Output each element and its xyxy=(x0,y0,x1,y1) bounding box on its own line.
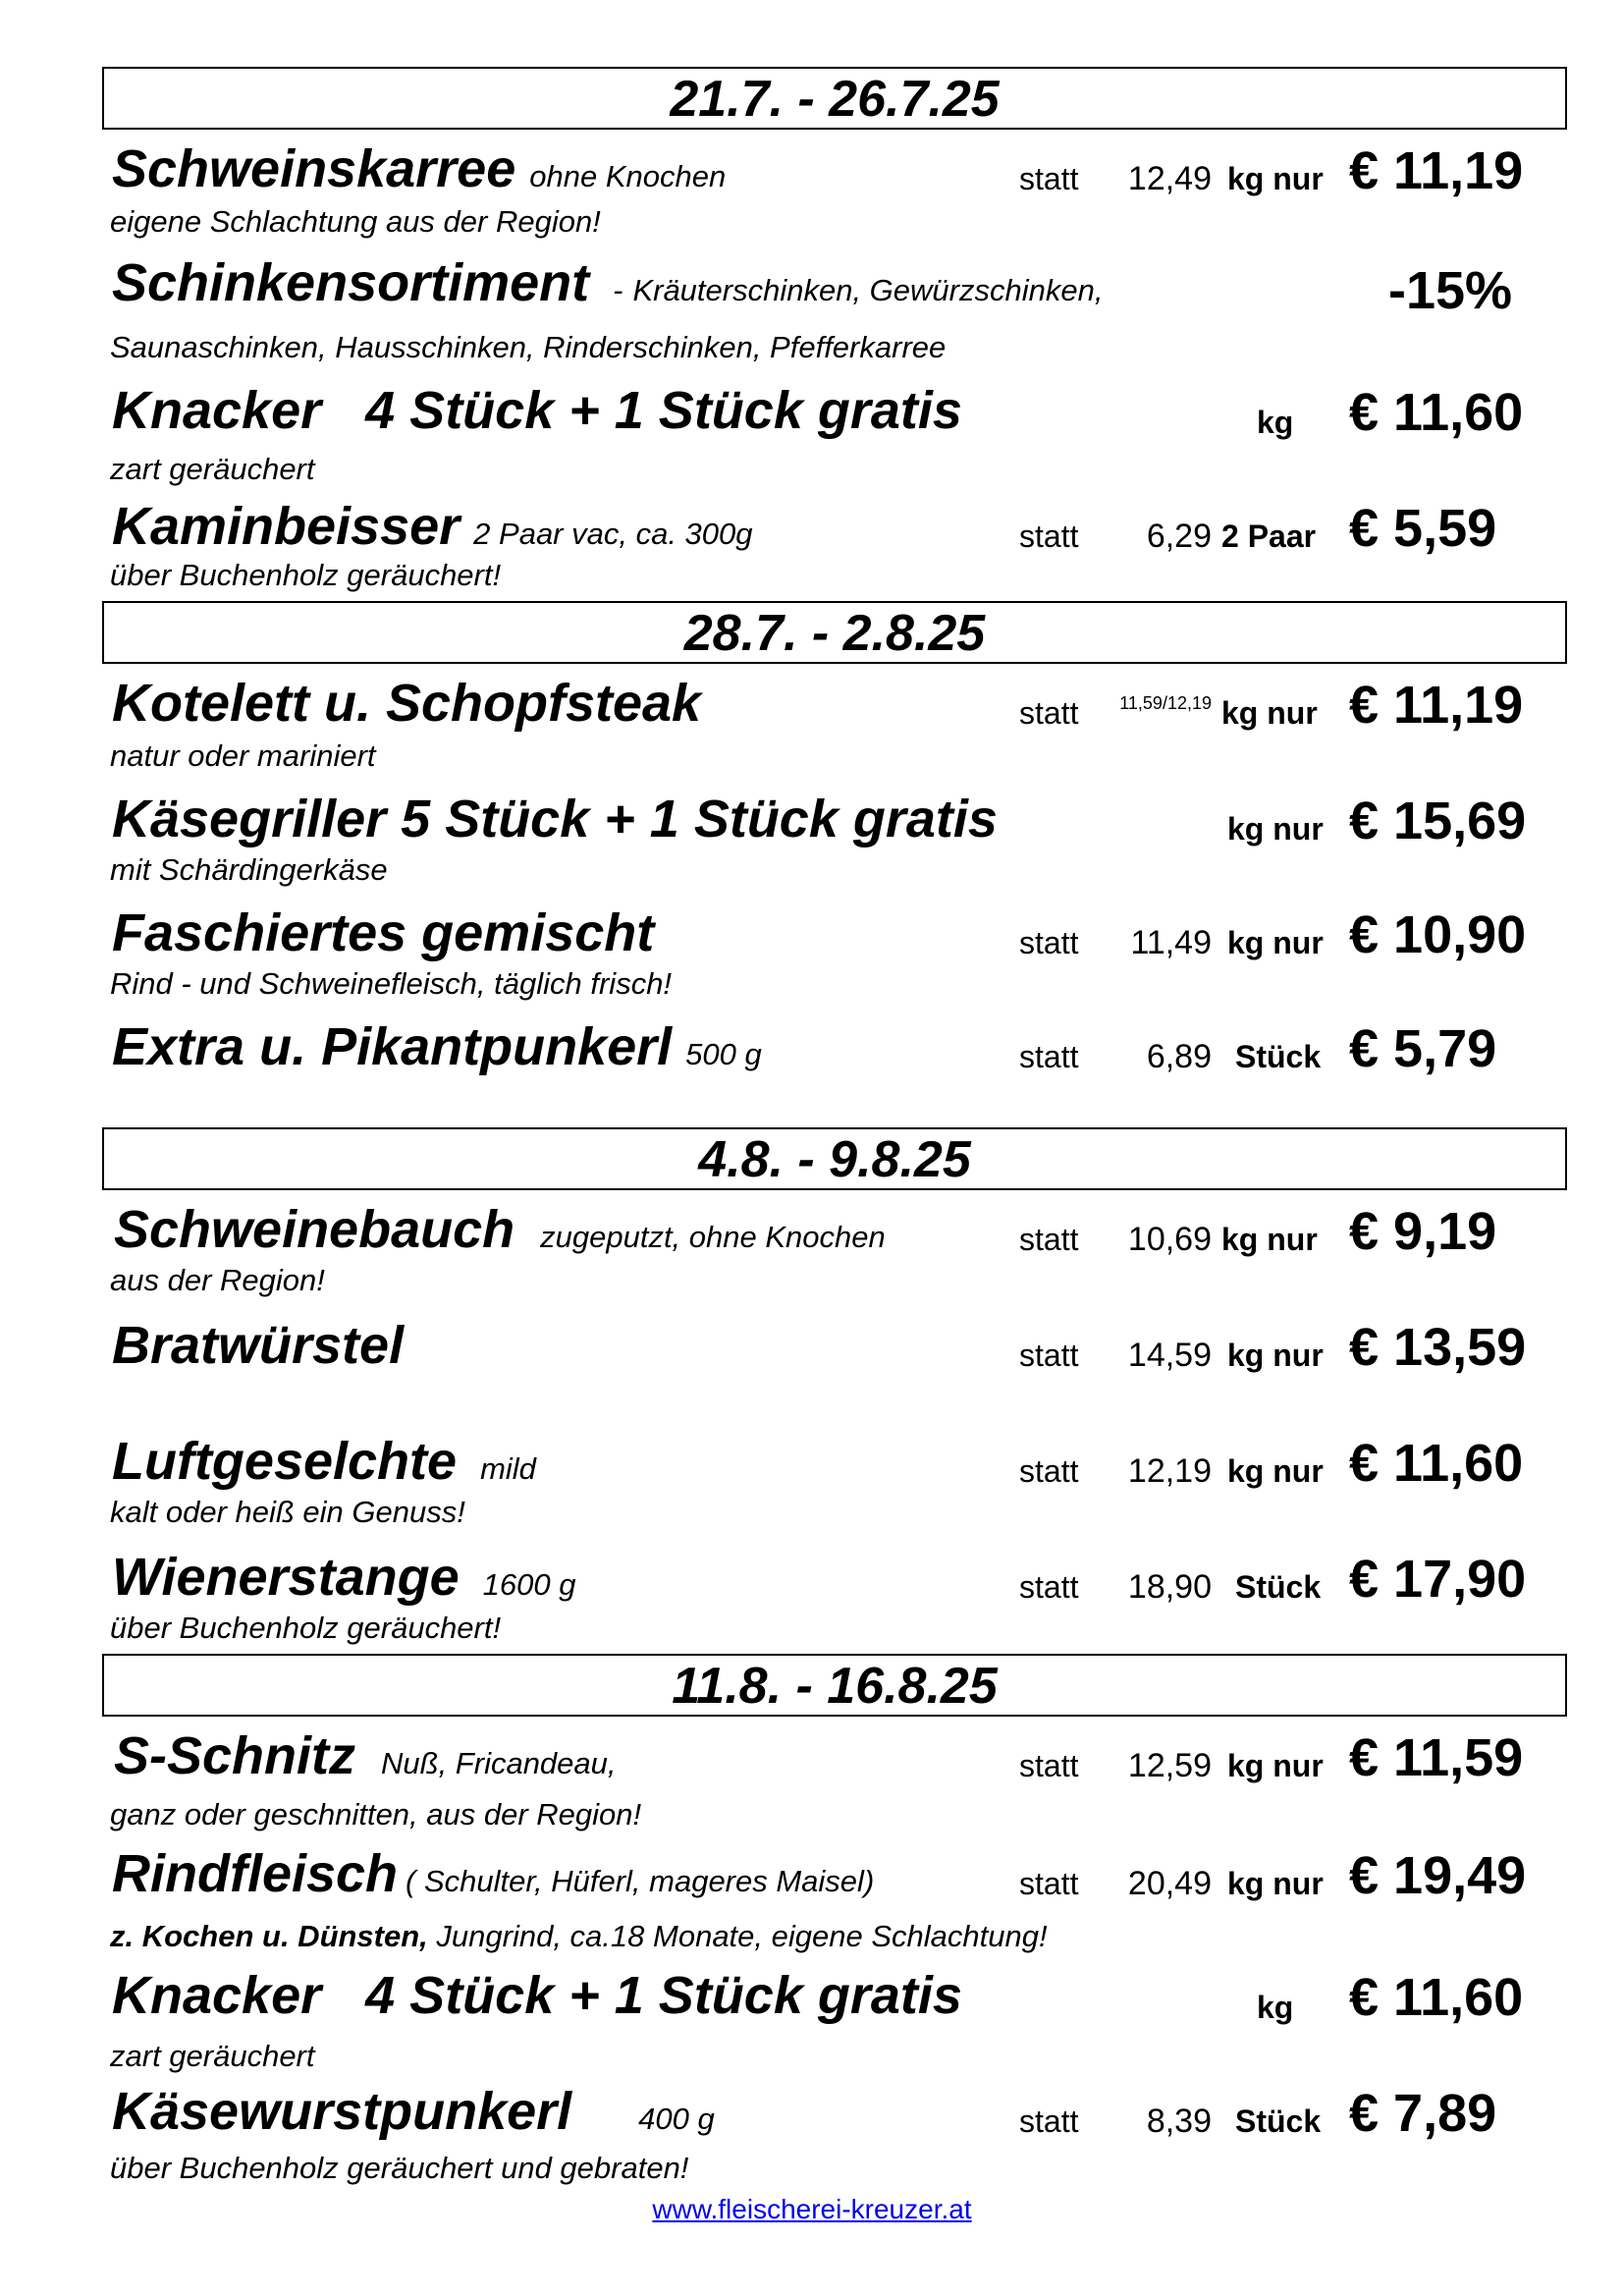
product-name: Wienerstange 1600 g xyxy=(112,1548,576,1607)
product-name: Knacker 4 Stück + 1 Stück gratis xyxy=(112,1966,962,2025)
statt-label: statt xyxy=(1019,695,1079,731)
offer-price: € 19,49 xyxy=(1349,1846,1527,1905)
offer-price: € 11,19 xyxy=(1349,141,1524,200)
offer-row xyxy=(0,1017,1624,1076)
offer-row xyxy=(0,253,1624,320)
offer-row xyxy=(0,1432,1624,1491)
product-description: über Buchenholz geräuchert! xyxy=(110,1611,502,1645)
offer-price: € 11,60 xyxy=(1349,1968,1524,2027)
offer-price: € 17,90 xyxy=(1349,1550,1527,1609)
old-price: 20,49 xyxy=(1127,1865,1212,1902)
product-name: Käsewurstpunkerl 400 g xyxy=(112,2082,715,2141)
product-extra: Kräuterschinken, Gewürzschinken, xyxy=(632,273,1104,307)
product-description: zart geräuchert xyxy=(110,452,315,486)
unit-label: kg nur xyxy=(1227,1748,1324,1783)
product-extra: zugeputzt, ohne Knochen xyxy=(540,1220,886,1254)
product-name: Extra u. Pikantpunkerl 500 g xyxy=(112,1017,762,1076)
offer-row xyxy=(0,1966,1624,2025)
offer-row xyxy=(0,1200,1624,1259)
unit-label: kg xyxy=(1257,1990,1294,2025)
statt-label: statt xyxy=(1019,1453,1079,1489)
old-price: 11,59/12,19 xyxy=(1119,693,1212,713)
old-price: 11,49 xyxy=(1130,924,1212,961)
statt-label: statt xyxy=(1019,519,1079,554)
offer-row xyxy=(0,1316,1624,1375)
offer-price: € 11,60 xyxy=(1349,1434,1524,1493)
old-price: 12,49 xyxy=(1127,160,1212,197)
product-description: Rind - und Schweinefleisch, täglich frisch! xyxy=(110,966,673,1001)
statt-label: statt xyxy=(1019,161,1079,196)
week-header: 21.7. - 26.7.25 xyxy=(102,67,1567,130)
unit-label: kg nur xyxy=(1221,695,1318,731)
product-name: Faschiertes gemischt xyxy=(112,903,655,962)
product-description: mit Schärdingerkäse xyxy=(110,852,388,887)
offer-row xyxy=(0,790,1624,848)
week-header: 11.8. - 16.8.25 xyxy=(102,1654,1567,1717)
product-dash: - xyxy=(613,273,623,307)
offer-price: € 11,59 xyxy=(1349,1728,1524,1787)
offer-price: € 10,90 xyxy=(1349,905,1527,964)
website-link[interactable]: www.fleischerei-kreuzer.at xyxy=(652,2194,972,2224)
product-name: Schweinskarree ohne Knochen xyxy=(112,139,727,198)
product-description: über Buchenholz geräuchert! xyxy=(110,558,502,592)
product-description: Saunaschinken, Hausschinken, Rinderschinken, Pfefferkarree xyxy=(110,330,947,364)
week-header: 4.8. - 9.8.25 xyxy=(102,1127,1567,1190)
product-name: Käsegriller 5 Stück + 1 Stück gratis xyxy=(112,790,998,848)
description-bold: z. Kochen u. Dünsten, xyxy=(110,1919,428,1953)
week-header: 28.7. - 2.8.25 xyxy=(102,601,1567,664)
unit-label: kg nur xyxy=(1227,1338,1324,1373)
statt-label: statt xyxy=(1019,1569,1079,1605)
offer-price: € 11,60 xyxy=(1349,383,1524,442)
offer-price: € 5,59 xyxy=(1349,499,1497,558)
unit-label: Stück xyxy=(1235,2104,1322,2139)
product-description: zart geräuchert xyxy=(110,2039,315,2073)
product-name: Schinkensortiment - Kräuterschinken, Gewürzschinken, xyxy=(112,253,1104,312)
unit-label: kg nur xyxy=(1227,1866,1324,1901)
old-price: 18,90 xyxy=(1127,1568,1212,1606)
product-name: Kotelett u. Schopfsteak xyxy=(112,674,702,733)
offer-row xyxy=(0,1548,1624,1607)
offer-row xyxy=(0,2082,1624,2141)
product-extra: mild xyxy=(480,1451,536,1486)
old-price: 14,59 xyxy=(1127,1337,1212,1374)
product-extra: ( Schulter, Hüferl, mageres Maisel) xyxy=(406,1864,875,1898)
product-name: Luftgeselchte mild xyxy=(112,1432,536,1491)
product-name: Schweinebauch zugeputzt, ohne Knochen xyxy=(114,1200,886,1259)
product-name: Knacker 4 Stück + 1 Stück gratis xyxy=(112,381,962,440)
old-price: 6,89 xyxy=(1146,1038,1212,1075)
old-price: 8,39 xyxy=(1146,2103,1212,2140)
offer-price: € 7,89 xyxy=(1349,2084,1497,2143)
unit-label: kg nur xyxy=(1221,1222,1318,1257)
unit-label: kg nur xyxy=(1227,161,1324,196)
product-description: aus der Region! xyxy=(110,1263,325,1297)
statt-label: statt xyxy=(1019,925,1079,960)
offer-row xyxy=(0,1726,1624,1785)
product-extra: 500 g xyxy=(685,1037,762,1071)
unit-label: kg nur xyxy=(1227,925,1324,960)
product-description: natur oder mariniert xyxy=(110,738,376,773)
unit-label: 2 Paar xyxy=(1221,519,1317,554)
offer-price: € 15,69 xyxy=(1349,792,1527,850)
offer-price: € 5,79 xyxy=(1349,1019,1497,1078)
discount-badge: -15% xyxy=(1388,261,1513,320)
unit-label: Stück xyxy=(1235,1569,1322,1605)
offer-row xyxy=(0,1844,1624,1903)
old-price: 12,59 xyxy=(1127,1747,1212,1784)
offer-row xyxy=(0,497,1624,556)
offer-price: € 11,19 xyxy=(1349,676,1524,735)
product-extra: 2 Paar vac, ca. 300g xyxy=(473,517,753,551)
product-extra: ohne Knochen xyxy=(529,159,727,193)
product-description: z. Kochen u. Dünsten, Jungrind, ca.18 Monate, eigene Schlachtung! xyxy=(110,1919,1048,1953)
old-price: 10,69 xyxy=(1127,1221,1212,1258)
product-description: ganz oder geschnitten, aus der Region! xyxy=(110,1797,642,1831)
product-description: kalt oder heiß ein Genuss! xyxy=(110,1495,465,1529)
unit-label: kg nur xyxy=(1227,1453,1324,1489)
statt-label: statt xyxy=(1019,1748,1079,1783)
offer-row xyxy=(0,139,1624,198)
product-description: über Buchenholz geräuchert und gebraten! xyxy=(110,2151,689,2185)
offer-row xyxy=(0,903,1624,962)
offer-row xyxy=(0,674,1624,733)
statt-label: statt xyxy=(1019,1222,1079,1257)
statt-label: statt xyxy=(1019,1039,1079,1074)
statt-label: statt xyxy=(1019,1338,1079,1373)
product-name: Kaminbeisser 2 Paar vac, ca. 300g xyxy=(112,497,753,556)
statt-label: statt xyxy=(1019,2104,1079,2139)
unit-label: kg nur xyxy=(1227,811,1324,847)
product-name: S-Schnitz Nuß, Fricandeau, xyxy=(114,1726,617,1785)
offer-price: € 13,59 xyxy=(1349,1318,1527,1377)
product-extra: 1600 g xyxy=(482,1567,576,1602)
old-price: 6,29 xyxy=(1146,518,1212,555)
unit-label: kg xyxy=(1257,405,1294,440)
offer-price: € 9,19 xyxy=(1349,1202,1497,1261)
product-description: eigene Schlachtung aus der Region! xyxy=(110,204,601,239)
old-price: 12,19 xyxy=(1127,1452,1212,1490)
product-name: Rindfleisch ( Schulter, Hüferl, mageres Maisel) xyxy=(112,1844,875,1903)
unit-label: Stück xyxy=(1235,1039,1322,1074)
product-name: Bratwürstel xyxy=(112,1316,405,1375)
product-extra: Nuß, Fricandeau, xyxy=(381,1746,617,1780)
product-extra: 400 g xyxy=(638,2102,715,2136)
offer-row xyxy=(0,381,1624,440)
statt-label: statt xyxy=(1019,1866,1079,1901)
